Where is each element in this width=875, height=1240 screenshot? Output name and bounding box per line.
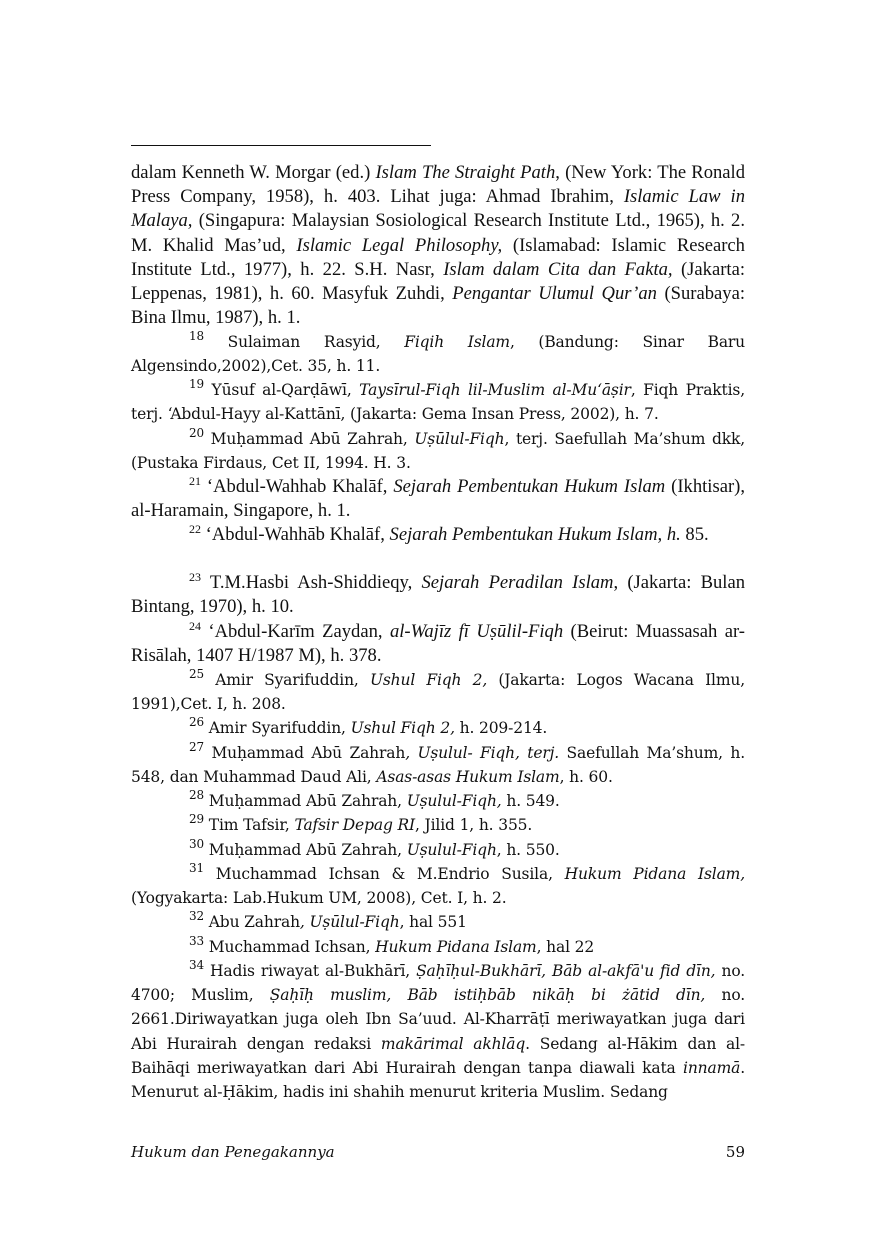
footnote-text: , (New York: The Ronald Press Company, 1958), h. 403. Lihat juga: Ahmad Ibrahim, xyxy=(131,162,746,208)
footnote-italic-text: Sejarah Pembentukan Hukum Islam, h. xyxy=(389,524,681,545)
footnote-number: 34 xyxy=(189,958,204,972)
footnote-20 xyxy=(131,427,745,475)
footnote-text: ‘Abdul-Wahhab Khalāf, xyxy=(201,476,394,497)
footnote-text: (Singapura: Malaysian Sosiological Research Institute Ltd., 1965), h. 2. M. Khalid Mas’ud, xyxy=(131,210,745,256)
footnote-number: 33 xyxy=(189,934,204,948)
footnote-italic-text: , Uṣulul- Fiqh, terj. xyxy=(405,744,560,762)
footnote-number: 32 xyxy=(189,909,204,923)
footnote-22 xyxy=(131,523,745,547)
footnote-text: 85. xyxy=(680,524,709,545)
footnote-text: (Yogyakarta: Lab.Hukum UM, 2008), Cet. I, h. 2. xyxy=(131,889,507,908)
footnote-italic-text: Hukum Pidana Islam, xyxy=(564,865,745,883)
footnote-text: Muḥammad Abū Zahrah, xyxy=(203,792,407,810)
footnote-text: Yūsuf al-Qarḍāwī, xyxy=(203,381,360,399)
footnote-text: Muḥammad Abū Zahrah, xyxy=(203,841,407,859)
footnote-italic-text: Sejarah Peradilan Islam xyxy=(421,572,614,593)
footnote-27 xyxy=(131,741,745,789)
footnote-number: 25 xyxy=(189,667,204,681)
footnote-italic-text: Pengantar Ulumul Qur’an xyxy=(452,283,657,305)
footnote-number: 20 xyxy=(189,426,204,440)
footnote-italic-text: Taysīrul-Fiqh lil-Muslim al-Mu‘āṣir xyxy=(359,381,631,399)
footnote-28 xyxy=(131,789,745,813)
footnote-text: h. 209-214. xyxy=(454,719,548,737)
footnote-text: , terj. Saefullah Ma’shum dkk, (Pustaka Firdaus, Cet II, 1994. H. 3. xyxy=(131,430,745,473)
footnote-italic-text: al-Wajīz fī Uṣūlil-Fiqh xyxy=(389,621,564,642)
running-footer-title: Hukum dan Penegakannya xyxy=(131,1143,335,1161)
footnote-number: 29 xyxy=(189,812,204,826)
footnote-26 xyxy=(131,716,745,740)
footnote-text: ‘Abdul-Wahhāb Khalāf, xyxy=(201,524,390,545)
footnote-21 xyxy=(131,475,745,523)
footnote-number: 22 xyxy=(189,522,201,536)
footnote-text: dalam Kenneth W. Morgar (ed.) xyxy=(131,162,376,183)
footnote-italic-text: Ṣaḥīḥul-Bukhārī, Bāb al-akfā'u fid dīn, xyxy=(416,962,716,980)
footnote-text: Muḥammad Abū Zahrah, xyxy=(203,430,415,448)
footnote-text: Sulaiman Rasyid, xyxy=(203,333,405,351)
footnote-text: Abu Zahrah xyxy=(203,913,300,931)
footnote-number: 27 xyxy=(189,740,204,754)
footnote-23 xyxy=(131,571,745,619)
footnote-text: Hadis riwayat al-Bukhārī, xyxy=(203,962,417,980)
footnote-34 xyxy=(131,959,745,1104)
footnote-text: Muchammad Ichsan & M.Endrio Susila, xyxy=(203,865,565,883)
footnote-number: 26 xyxy=(189,715,204,729)
footnote-italic-text: Asas-asas Hukum Islam xyxy=(376,768,560,787)
footnote-italic-text: Tafsir Depag RI xyxy=(294,816,415,834)
footnote-italic-text: Sejarah Pembentukan Hukum Islam xyxy=(393,476,666,497)
footnote-number: 30 xyxy=(189,837,204,851)
footnote-31 xyxy=(131,862,745,910)
footnote-29 xyxy=(131,813,745,837)
footnote-30 xyxy=(131,838,745,862)
footnote-text: (Islamabad: Islamic Research Institute Ltd., 1977), h. 22. S.H. Nasr, xyxy=(131,234,745,280)
footnote-text: Amir Syarifuddin, xyxy=(203,671,370,689)
footnote-text: , (Jakarta: Bulan Bintang, 1970), h. 10. xyxy=(131,572,745,618)
footnote-text: Muḥammad Abū Zahrah xyxy=(203,744,406,762)
footnote-italic-text: makārimal akhlāq xyxy=(380,1034,526,1053)
footnote-text: (Surabaya: Bina Ilmu, 1987), h. 1. xyxy=(131,283,745,329)
footnote-33 xyxy=(131,935,745,959)
footnote-text: Muchammad Ichsan, xyxy=(203,938,376,956)
footnote-italic-text: Islam dalam Cita dan Fakta, xyxy=(443,258,673,280)
footnote-text: , hal 551 xyxy=(399,913,467,931)
footnote-italic-text: Uṣulul-Fiqh, xyxy=(406,792,502,810)
footnote-text: ‘Abdul-Karīm Zaydan, xyxy=(201,621,390,642)
footnote-italic-text: Islam The Straight Path xyxy=(375,162,556,183)
footnote-18 xyxy=(131,330,745,378)
footnote-number: 31 xyxy=(189,861,204,875)
footnote-text: , h. 60. xyxy=(559,768,613,787)
footnote-text: (Jakarta: Leppenas, 1981), h. 60. Masyfuk Zuhdi, xyxy=(131,258,745,305)
footnote-italic-text: Uṣūlul-Fiqh xyxy=(414,430,505,448)
footnote-text: . Sedang al-Hākim dan al-Baihāqi meriwayatkan dari Abi Hurairah dengan tanpa diawali kata xyxy=(131,1034,745,1077)
footnote-text: , Fiqh Praktis, terj. ‘Abdul-Hayy al-Kattānī, (Jakarta: Gema Insan Press, 2002), h. 7. xyxy=(131,381,745,424)
footnote-italic-text: Ushul Fiqh 2, xyxy=(369,671,488,689)
footnote-text: no. 4700; Muslim, xyxy=(131,962,746,1005)
page-number: 59 xyxy=(725,1143,745,1161)
footnote-italic-text: , Uṣūlul-Fiqh xyxy=(299,913,400,931)
footnote-separator-rule xyxy=(131,145,431,146)
footnote-italic-text: Islamic Law in Malaya, xyxy=(131,186,745,232)
footnote-text: , Jilid 1, h. 355. xyxy=(415,816,533,834)
footnote-text: (Ikhtisar), al-Haramain, Singapore, h. 1. xyxy=(131,476,745,522)
footnote-text: (Beirut: Muassasah ar-Risālah, 1407 H/1987 M), h. 378. xyxy=(131,621,746,667)
footnote-text: no. 2661.Diriwayatkan juga oleh Ibn Sa’uud. Al-Kharrāṭī meriwayatkan juga dari Abi Hurairah dengan redaksi xyxy=(131,986,746,1053)
footnote-text: (Jakarta: Logos Wacana Ilmu, 1991),Cet. I, h. 208. xyxy=(131,671,746,714)
footnote-italic-text: Hukum Pidana Islam xyxy=(375,938,537,956)
footnote-number: 21 xyxy=(189,474,201,488)
footnote-text: , (Bandung: Sinar Baru Algensindo,2002),Cet. 35, h. 11. xyxy=(131,333,746,376)
footnote-italic-text: Islamic Legal Philosophy, xyxy=(296,234,503,256)
footnote-continued xyxy=(131,161,745,330)
footnote-number: 23 xyxy=(189,570,201,584)
footnote-text: h. 549. xyxy=(501,792,560,810)
footnote-text: Tim Tafsir, xyxy=(203,816,295,834)
footnote-italic-text: Ṣaḥīḥ muslim, Bāb istiḥbāb nikāḥ bi żātid dīn, xyxy=(269,986,706,1005)
footnote-text: , h. 550. xyxy=(496,841,560,859)
footnote-italic-text: Fiqih Islam xyxy=(404,333,510,351)
footnote-text: Saefullah Ma’shum, h. 548, dan Muhammad Daud Ali, xyxy=(131,744,745,787)
footnote-25 xyxy=(131,668,745,716)
footnote-32 xyxy=(131,910,745,934)
footnote-text: Amir Syarifuddin, xyxy=(203,719,351,737)
footnote-italic-text: Uṣulul-Fiqh xyxy=(406,841,497,859)
footnote-italic-text: Ushul Fiqh 2, xyxy=(350,719,455,737)
footnote-text: T.M.Hasbi Ash-Shiddieqy, xyxy=(201,572,422,593)
footnote-number: 28 xyxy=(189,788,204,802)
footnote-number: 24 xyxy=(189,619,201,633)
footnote-number: 18 xyxy=(189,329,204,343)
footnote-number: 19 xyxy=(189,377,204,391)
footnote-19 xyxy=(131,378,745,426)
footnote-text: , hal 22 xyxy=(536,938,595,956)
footnote-italic-text: innamā xyxy=(683,1058,741,1077)
footnote-24 xyxy=(131,620,745,668)
footnote-text: . Menurut al-Ḥākim, hadis ini shahih menurut kriteria Muslim. Sedang xyxy=(131,1058,745,1102)
